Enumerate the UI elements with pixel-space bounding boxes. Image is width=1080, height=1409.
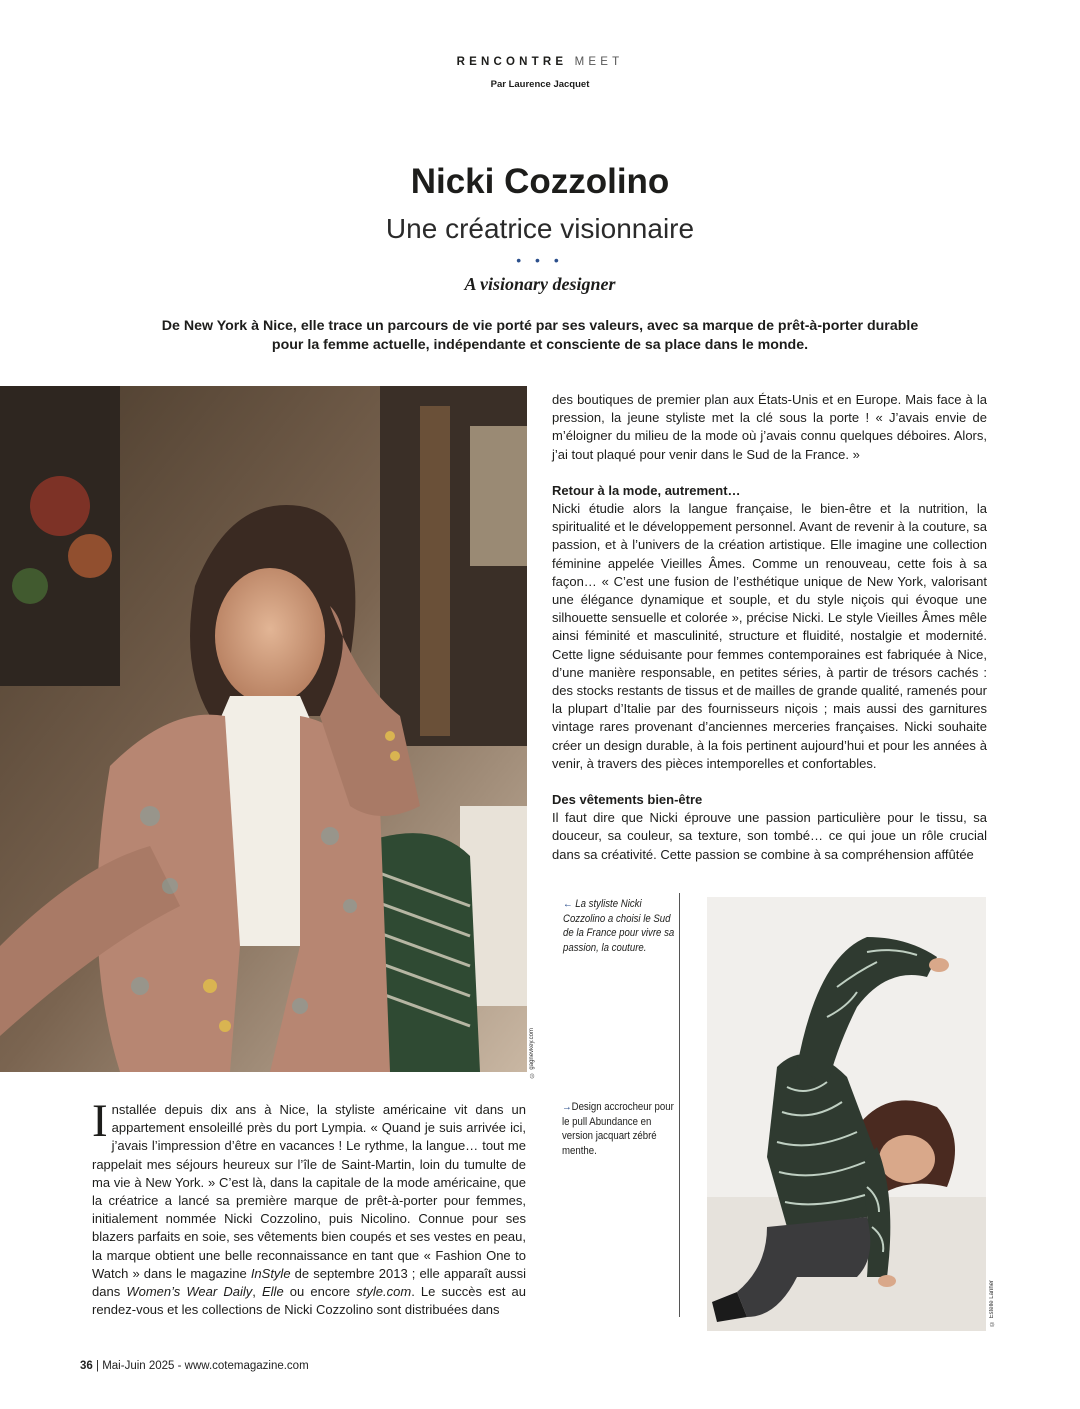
portrait-illustration [0, 386, 527, 1072]
byline: Par Laurence Jacquet [490, 79, 590, 90]
article-subtitle: Une créatrice visionnaire [385, 213, 695, 244]
section-kicker [0, 56, 1080, 68]
magazine-wwd: Women’s Wear Daily [126, 1284, 253, 1300]
left-text-d: . Le succès est au rendez-vous et les collections de Nicki Cozzolino sont distribuées dans [92, 1284, 527, 1318]
magazine-instyle: InStyle [250, 1265, 291, 1281]
section-label-en: MEET [574, 56, 624, 68]
caption-design-text: Design accrocheur pour le pull Abundance en version jacquart zébré menthe. [562, 1101, 674, 1157]
caption-design [562, 1100, 679, 1158]
page-footer [80, 1360, 309, 1372]
subhead-retour: Retour à la mode, autrement… [552, 482, 741, 498]
right-column [552, 391, 987, 864]
left-text-b: de septembre 2013 ; elle apparaît aussi dans [92, 1265, 527, 1300]
dropcap: I [92, 1095, 108, 1147]
right-paragraph-2: Nicki étudie alors la langue française, le bien-être et la nutrition, la spiritualité et le développement personnel. Avant de revenir à la couture, sa passion, et à l’univers de la création artistique. Elle imagine une collection féminine appelée Vieilles Âmes. Comme un renouveau, cette fois à sa façon… « C’est une fusion de l’esthétique unique de New York, valorisant une élégance dynamique et souple, et du style niçois qui évoque une silhouette sensuelle et colorée », précise Nicki. Le style Vieilles Âmes mêle ainsi féminité et masculinité, structure et fluidité, nostalgie et modernité. Cette ligne séduisante pour femmes contemporaines est fabriquée à Nice, d’une manière responsable, en petites séries, à partir de trésors cachés : des stocks restants de tissus et de mailles de grande qualité, ramenés pour la plupart d’Italie par des fournisseurs niçois ; mais aussi des garnitures vintage rares provenant d’anciennes merceries françaises. Nicki souhaite créer un design durable, à la fois pertinent aujourd’hui et pour les années à venir, à travers des pièces intemporelles et confortables. [552, 501, 987, 771]
fashion-illustration [707, 897, 986, 1331]
left-sep: , [252, 1284, 262, 1300]
issue-info: Mai-Juin 2025 - www.cotemagazine.com [102, 1360, 309, 1372]
fashion-photo [707, 897, 986, 1331]
intro-line-2: pour la femme actuelle, indépendante et consciente de sa place dans le monde. [271, 337, 809, 353]
left-column [92, 1095, 527, 1319]
photo-credit-2: © Estelle Lanher [989, 1280, 995, 1327]
footer-separator: | [96, 1360, 99, 1372]
magazine-elle: Elle [262, 1284, 284, 1300]
right-paragraph-1: des boutiques de premier plan aux États-Unis et en Europe. Mais face à la pression, la jeune styliste met la clé sous la porte ! « J’avais envie de m’éloigner du milieu de la mode où j’avais connu quelques déboires. Alors, j’ai tout plaqué pour venir dans le Sud de la France. » [552, 392, 987, 462]
page-number: 36 [80, 1360, 93, 1372]
english-subtitle: A visionary designer [464, 274, 616, 294]
photo-credit-1: © gagnevkey.com [529, 1028, 535, 1078]
arrow-right-icon: → [562, 1101, 572, 1113]
subhead-vetements: Des vêtements bien-être [552, 792, 703, 808]
left-paragraph [92, 1095, 527, 1319]
article-title: Nicki Cozzolino [410, 162, 670, 201]
caption-portrait-text: La styliste Nicki Cozzolino a choisi le Sud de la France pour vivre sa passion, la couture. [563, 898, 675, 954]
intro-line-1: De New York à Nice, elle trace un parcours de vie porté par ses valeurs, avec sa marque de prêt-à-porter durable [161, 318, 919, 334]
caption-portrait [563, 897, 675, 955]
caption-divider [679, 893, 680, 1317]
decorative-dots: • • • [516, 252, 564, 268]
section-label-fr: RENCONTRE [456, 56, 568, 68]
site-stylecom: style.com [356, 1284, 412, 1300]
arrow-left-icon: ← [563, 898, 573, 910]
left-text-c: ou encore [283, 1284, 357, 1300]
left-text-a: nstallée depuis dix ans à Nice, la styliste américaine vit dans un appartement ensoleillé près du port Lympia. « Quand je suis arrivée ici, j’avais l’impression d’être en vacances ! Le rythme, la langue… tout me rappelait mes séjours heureux sur l’île de Saint-Martin, loin du tumulte de ma vie à New York. » C’est là, dans la capitale de la mode américaine, que la créatrice a lancé sa première marque de prêt-à-porter pour femmes, initialement nommée Nicki Cozzolino, puis Nicolino. Connue pour ses blazers parfaits en soie, ses vêtements bien coupés et ses vestes en peau, la marque obtient une belle reconnaissance en tant que « Fashion One to Watch » dans le magazine [92, 1102, 526, 1281]
right-paragraph-3: Il faut dire que Nicki éprouve une passion particulière pour le tissu, sa douceur, sa couleur, sa texture, son tombé… ce qui joue un rôle crucial dans sa créativité. Cette passion se combine à sa compréhension affûtée [552, 810, 987, 862]
portrait-photo [0, 386, 527, 1072]
intro-paragraph [130, 317, 950, 355]
